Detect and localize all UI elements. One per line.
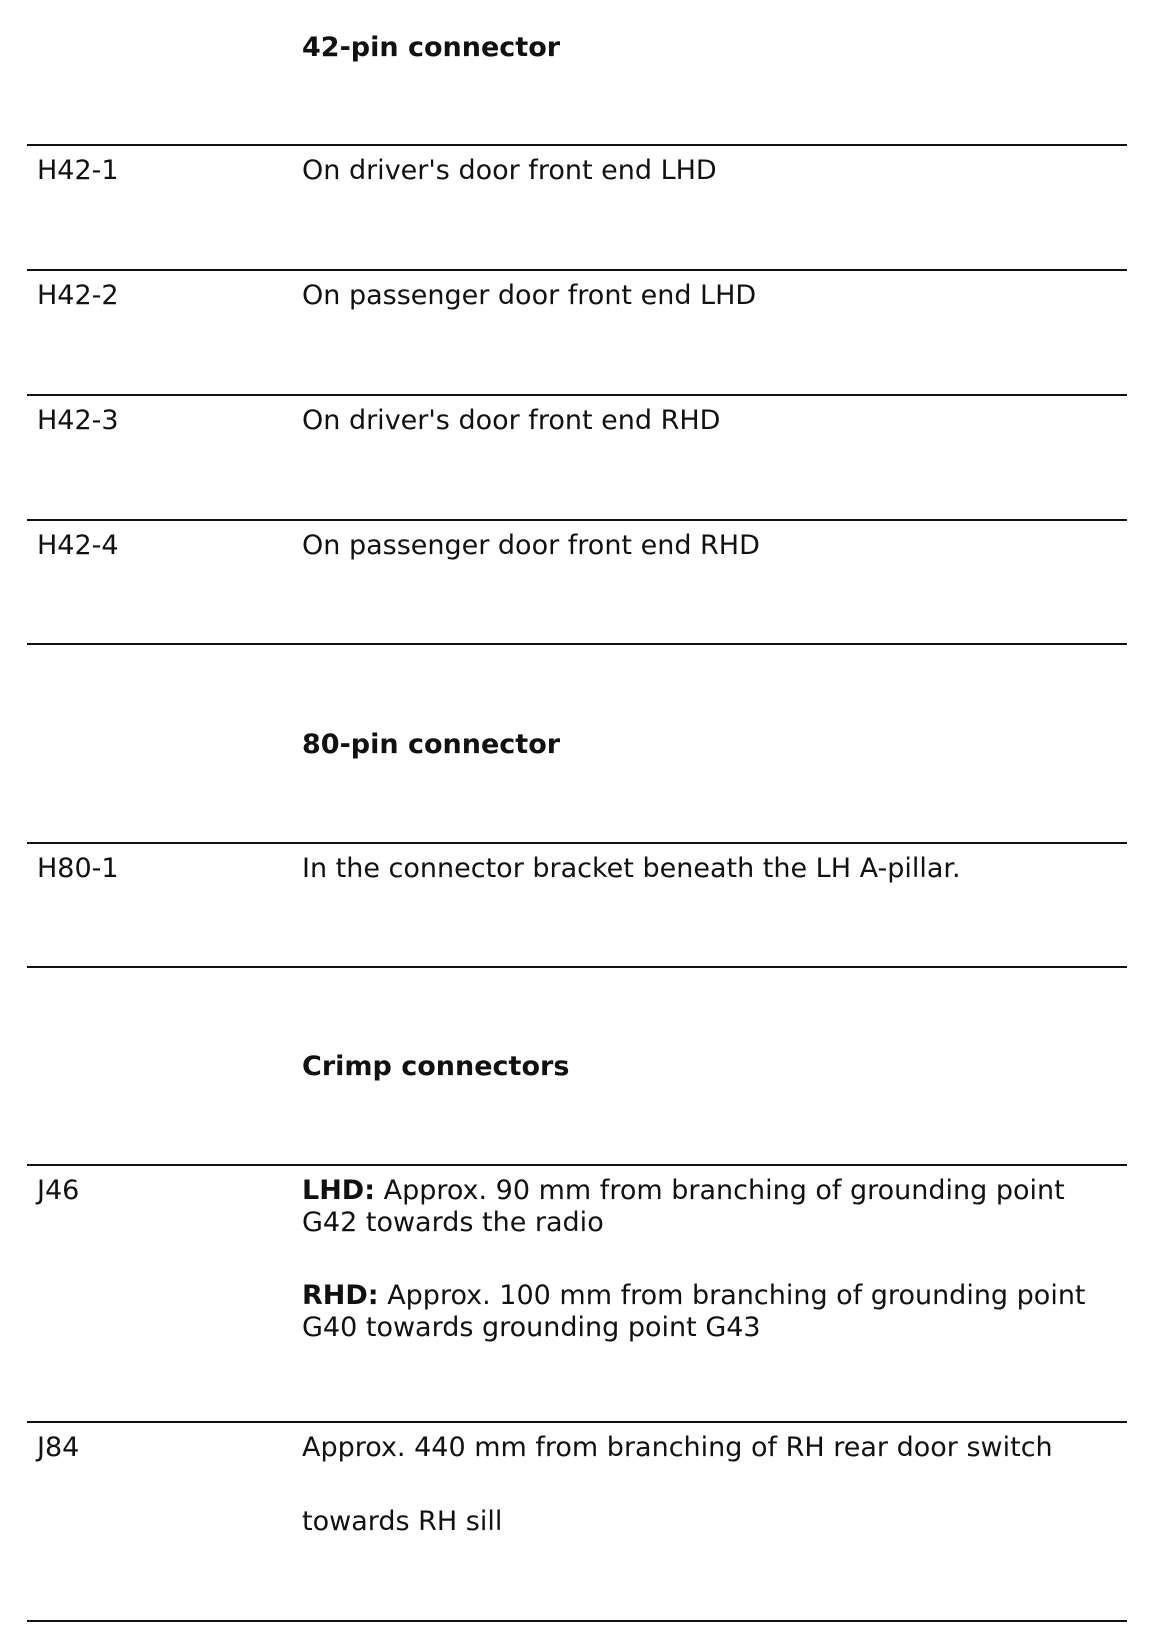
divider [27, 842, 1127, 844]
connector-code: H42-2 [37, 280, 119, 311]
divider [27, 394, 1127, 396]
lhd-line-2: G42 towards the radio [302, 1207, 604, 1239]
rhd-line-2: G40 towards grounding point G43 [302, 1312, 761, 1344]
connector-code: H42-4 [37, 530, 119, 561]
divider [27, 1164, 1127, 1166]
connector-location: On passenger door front end RHD [302, 530, 760, 561]
connector-location-rhd [302, 1280, 1122, 1345]
rhd-line-1 [302, 1280, 1122, 1312]
divider [27, 966, 1127, 968]
lhd-label: LHD: [302, 1175, 376, 1206]
connector-code: H80-1 [37, 853, 119, 884]
connector-location: On passenger door front end LHD [302, 280, 757, 311]
divider [27, 1620, 1127, 1622]
connector-code: H42-1 [37, 155, 119, 186]
divider [27, 269, 1127, 271]
connector-code: J46 [37, 1175, 80, 1206]
connector-location-lhd [302, 1175, 1122, 1240]
connector-location: On driver's door front end LHD [302, 155, 717, 186]
connector-location-line-2: towards RH sill [302, 1506, 503, 1537]
rhd-text-1: Approx. 100 mm from branching of grounding point [378, 1280, 1086, 1311]
connector-location: On driver's door front end RHD [302, 405, 721, 436]
lhd-line-1 [302, 1175, 1122, 1207]
section-heading-crimp: Crimp connectors [302, 1051, 570, 1082]
lhd-text-1: Approx. 90 mm from branching of grounding point [375, 1175, 1065, 1206]
rhd-label: RHD: [302, 1280, 379, 1311]
divider [27, 519, 1127, 521]
divider [27, 1421, 1127, 1423]
connector-code: H42-3 [37, 405, 119, 436]
divider [27, 144, 1127, 146]
connector-location-line-1: Approx. 440 mm from branching of RH rear door switch [302, 1432, 1053, 1463]
divider [27, 643, 1127, 645]
connector-location: In the connector bracket beneath the LH A-pillar. [302, 853, 961, 884]
section-heading-80-pin: 80-pin connector [302, 729, 561, 760]
section-heading-42-pin: 42-pin connector [302, 32, 561, 63]
connector-code: J84 [37, 1432, 80, 1463]
